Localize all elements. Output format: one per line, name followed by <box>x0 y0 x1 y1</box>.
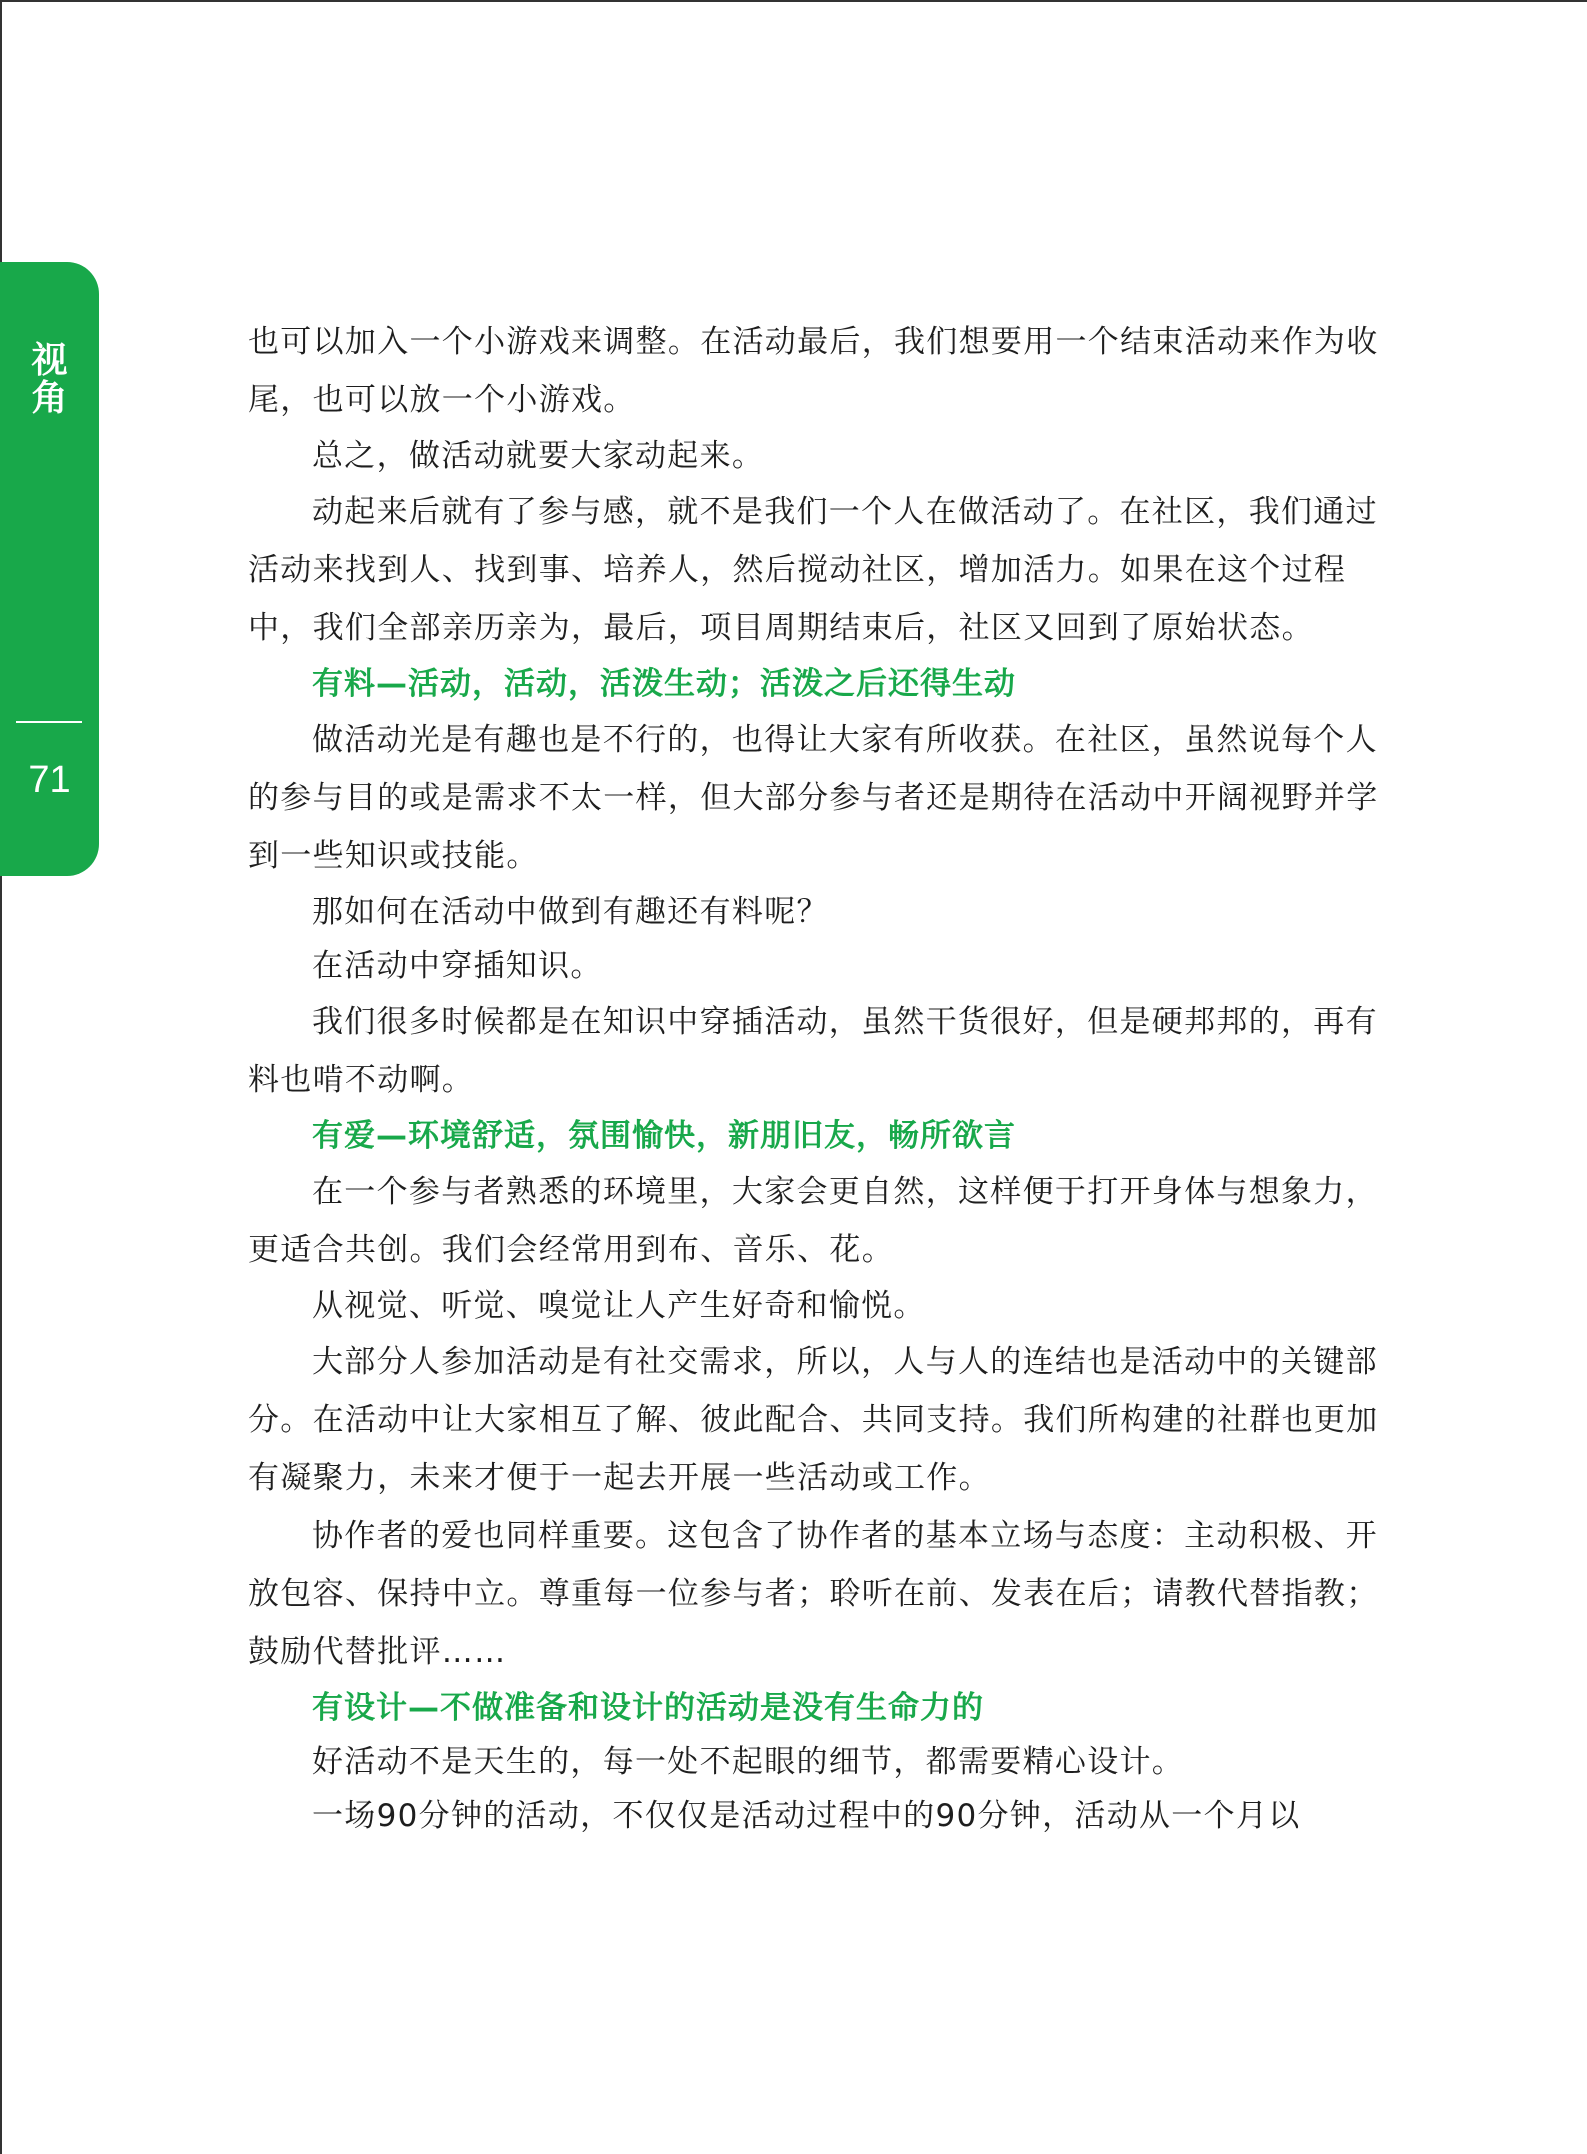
section-heading: 有爱—环境舒适，氛围愉快，新朋旧友，畅所欲言 <box>312 1118 1016 1154</box>
paragraph: 在一个参与者熟悉的环境里，大家会更自然，这样便于打开身体与想象力，更适合共创。我们会经常用到布、音乐、花。 <box>248 1174 1378 1268</box>
paragraph: 协作者的爱也同样重要。这包含了协作者的基本立场与态度：主动积极、开放包容、保持中立。尊重每一位参与者；聆听在前、发表在后；请教代替指教；鼓励代替批评…… <box>248 1518 1379 1670</box>
body-text <box>248 313 1383 1843</box>
paragraph: 也可以加入一个小游戏来调整。在活动最后，我们想要用一个结束活动来作为收尾，也可以放一个小游戏。 <box>248 324 1379 418</box>
paragraph: 动起来后就有了参与感，就不是我们一个人在做活动了。在社区，我们通过活动来找到人、找到事、培养人，然后搅动社区，增加活力。如果在这个过程中，我们全部亲历亲为，最后，项目周期结束后，社区又回到了原始状态。 <box>248 494 1378 646</box>
tab-divider <box>16 721 82 723</box>
section-heading: 有设计—不做准备和设计的活动是没有生命力的 <box>312 1690 984 1726</box>
paragraph: 大部分人参加活动是有社交需求，所以，人与人的连结也是活动中的关键部分。在活动中让大家相互了解、彼此配合、共同支持。我们所构建的社群也更加有凝聚力，未来才便于一起去开展一些活动或工作。 <box>248 1344 1379 1496</box>
paragraph: 一场90分钟的活动，不仅仅是活动过程中的90分钟，活动从一个月以 <box>312 1798 1301 1834</box>
paragraph: 总之，做活动就要大家动起来。 <box>312 438 765 474</box>
paragraph: 好活动不是天生的，每一处不起眼的细节，都需要精心设计。 <box>312 1744 1185 1780</box>
page-number: 71 <box>28 759 71 801</box>
section-label-char-2: 角 <box>31 378 68 419</box>
section-label-char-1: 视 <box>31 340 68 381</box>
paragraph: 那如何在活动中做到有趣还有料呢？ <box>312 894 829 930</box>
paragraph: 在活动中穿插知识。 <box>312 948 603 984</box>
section-heading: 有料—活动，活动，活泼生动；活泼之后还得生动 <box>312 666 1016 702</box>
section-label <box>0 342 99 418</box>
paragraph: 我们很多时候都是在知识中穿插活动，虽然干货很好，但是硬邦邦的，再有料也啃不动啊。 <box>248 1004 1378 1098</box>
section-side-tab <box>0 262 99 876</box>
paragraph: 做活动光是有趣也是不行的，也得让大家有所收获。在社区，虽然说每个人的参与目的或是需求不太一样，但大部分参与者还是期待在活动中开阔视野并学到一些知识或技能。 <box>248 722 1379 874</box>
paragraph: 从视觉、听觉、嗅觉让人产生好奇和愉悦。 <box>312 1288 926 1324</box>
